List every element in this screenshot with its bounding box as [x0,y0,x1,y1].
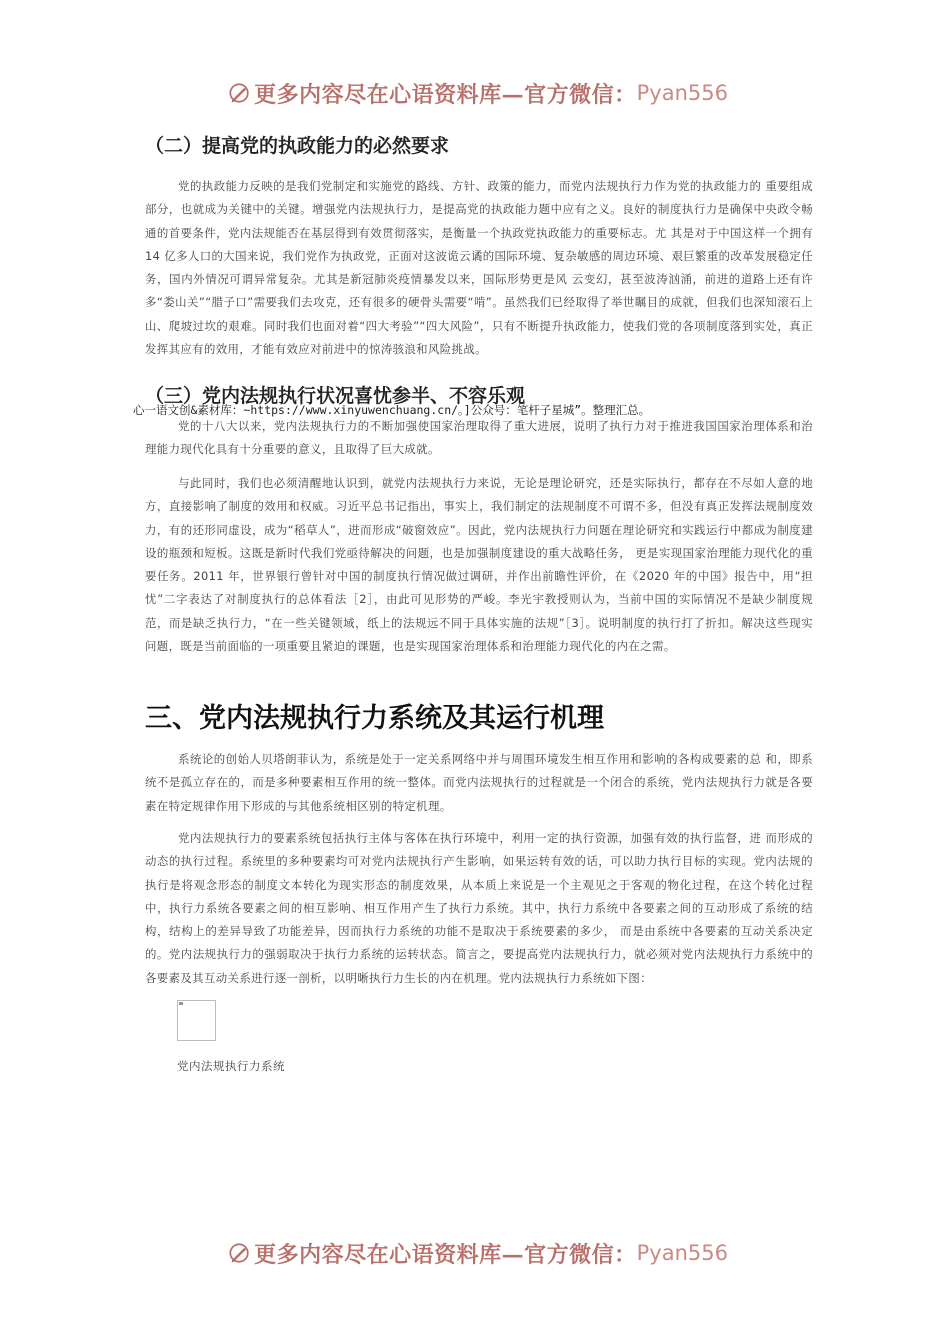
banner-text: 更多内容尽在心语资料库—官方微信： [254,1241,637,1268]
banner-wechat-id: Pyan556 [636,81,728,105]
section-3-paragraph-2: 与此同时，我们也必须清醒地认识到，就党内法规执行力来说，无论是理论研究，还是实际执行，都存在不尽如人意的地方，直接影响了制度的效用和权威。习近平总书记指出，事实上，我们制定的法规制度不可谓不多，但没有真正发挥法规制度效力，有的还形同虚设，成为“稻草人”，进而形成“破窗效应”。因此，党内法规执行力问题在理论研究和实践运行中都成为制度建设的瓶颈和短板。这既是新时代我们党亟待解决的问题，也是加强制度建设的重大战略任务， 更是实现国家治理能力现代化的重要任务。2011 年，世界银行曾针对中国的制度执行情况做过调研，并作出前瞻性评价，在《2020 年的中国》报告中，用“担忧”二字表达了对制度执行的总体看法［2］，由此可见形势的严峻。李光宇教授则认为，当前中国的实际情况不是缺少制度规范，而是缺乏执行力，“在一些关键领域，纸上的法规远不同于具体实施的法规”［3］。说明制度的执行打了折扣。解决这些现实问题，既是当前面临的一项重要且紧迫的课题，也是实现国家治理体系和治理能力现代化的内在之需。 [145,476,813,654]
section-2-paragraph: 党的执政能力反映的是我们党制定和实施党的路线、方针、政策的能力，而党内法规执行力作为党的执政能力的 重要组成部分，也就成为关键中的关键。增强党内法规执行力，是提高党的执政能力题中应有之义。良好的制度执行力是确保中央政令畅通的首要条件，党内法规能否在基层得到有效贯彻落实，是衡量一个执政党执政能力的重要标志。尤 其是对于中国这样一个拥有 14 亿多人口的大国来说，我们党作为执政党，正面对这波诡云谲的国际环境、复杂敏感的周边环境、艰巨繁重的改革发展稳定任务，国内外情况可谓异常复杂。尤其是新冠肺炎疫情暴发以来，国际形势更是风 云变幻，甚至波涛汹涌，前进的道路上还有许多“娄山关”“腊子口”需要我们去攻克，还有很多的硬骨头需要“啃”。虽然我们已经取得了举世瞩目的成就，但我们也深知滚石上山、爬坡过坎的艰难。同时我们也面对着“四大考验”“四大风险”，只有不断提升执政能力，使我们党的各项制度落到实处，真正发挥其应有的效用，才能有效应对前进中的惊涛骇浪和风险挑战。 [145,179,813,357]
pen-logo-icon [228,1234,250,1272]
section-3-paragraph-1: 党的十八大以来，党内法规执行力的不断加强使国家治理取得了重大进展，说明了执行力对于推进我国国家治理体系和治理能力现代化具有十分重要的意义，且取得了巨大成就。 [145,419,813,457]
broken-image-icon [179,1002,183,1005]
figure-placeholder [177,1000,216,1041]
section-3-heading: （三）党内法规执行状况喜忧参半、不容乐观 [145,385,526,407]
footer-banner [228,1233,728,1273]
banner-text: 更多内容尽在心语资料库—官方微信： [254,81,637,108]
figure-caption: 党内法规执行力系统 [177,1059,285,1073]
pen-logo-icon [228,74,250,112]
section-2-heading: （二）提高党的执政能力的必然要求 [145,135,450,157]
source-note: 心一语文创&素材库：~https://www.xinyuwenchuang.cn/。]公众号：笔杆子星城”。整理汇总。 [133,403,651,417]
chapter-3-paragraph-2: 党内法规执行力的要素系统包括执行主体与客体在执行环境中，利用一定的执行资源，加强有效的执行监督，进 而形成的动态的执行过程。系统里的多种要素均可对党内法规执行产生影响，如果运转有效的话，可以助力执行目标的实现。党内法规的执行是将观念形态的制度文本转化为现实形态的制度效果，从本质上来说是一个主观见之于客观的物化过程，在这个转化过程中，执行力系统各要素之间的相互影响、相互作用产生了执行力系统。其中，执行力系统中各要素之间的互动形成了系统的结构，结构上的差异导致了功能差异，因而执行力系统的功能不是取决于系统要素的多少， 而是由系统中各要素的互动关系决定的。党内法规执行力的强弱取决于执行力系统的运转状态。简言之，要提高党内法规执行力，就必须对党内法规执行力系统中的各要素及其互动关系进行逐一剖析，以明晰执行力生长的内在机理。党内法规执行力系统如下图： [145,831,813,985]
chapter-3-paragraph-1: 系统论的创始人贝塔朗菲认为，系统是处于一定关系网络中并与周围环境发生相互作用和影响的各构成要素的总 和，即系统不是孤立存在的，而是多种要素相互作用的统一整体。而党内法规执行的过程就是一个闭合的系统，党内法规执行力就是各要素在特定规律作用下形成的与其他系统相区别的特定机理。 [145,752,813,813]
header-banner [228,73,728,113]
chapter-3-heading: 三、党内法规执行力系统及其运行机理 [145,703,604,734]
banner-wechat-id: Pyan556 [636,1241,728,1265]
